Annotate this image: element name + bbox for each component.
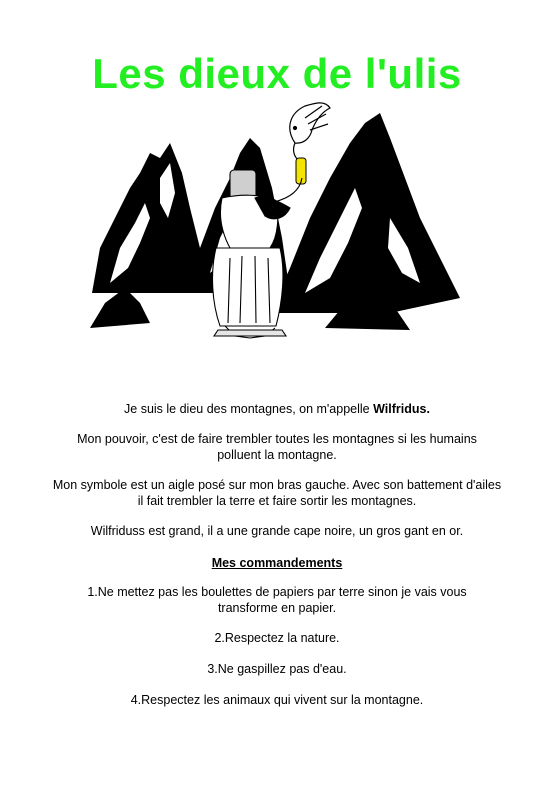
intro-paragraph (40, 401, 514, 417)
commandment-4: 4.Respectez les animaux qui vivent sur la montagne. (130, 693, 424, 707)
power-paragraph: Mon pouvoir, c'est de faire trembler toutes les montagnes si les humains polluent la montagne. (77, 432, 477, 462)
god-name: Wilfridus. (373, 402, 430, 416)
appearance-paragraph: Wilfriduss est grand, il a une grande cape noire, un gros gant en or. (90, 524, 464, 538)
page-title: Les dieux de l'ulis (92, 50, 462, 97)
commandment-3: 3.Ne gaspillez pas d'eau. (207, 662, 347, 676)
commandment-2: 2.Respectez la nature. (214, 631, 340, 645)
commandments-heading: Mes commandements (211, 556, 343, 570)
eagle-drawing (290, 103, 330, 160)
symbol-paragraph: Mon symbole est un aigle posé sur mon bras gauche. Avec son battement d'ailes il fait trembler la terre et faire sortir les montagnes. (52, 478, 502, 508)
commandment-1: 1.Ne mettez pas les boulettes de papiers par terre sinon je vais vous transforme en papier. (87, 585, 467, 615)
intro-text: Je suis le dieu des montagnes, on m'appelle (124, 402, 374, 416)
mountain-god-illustration (90, 98, 470, 348)
